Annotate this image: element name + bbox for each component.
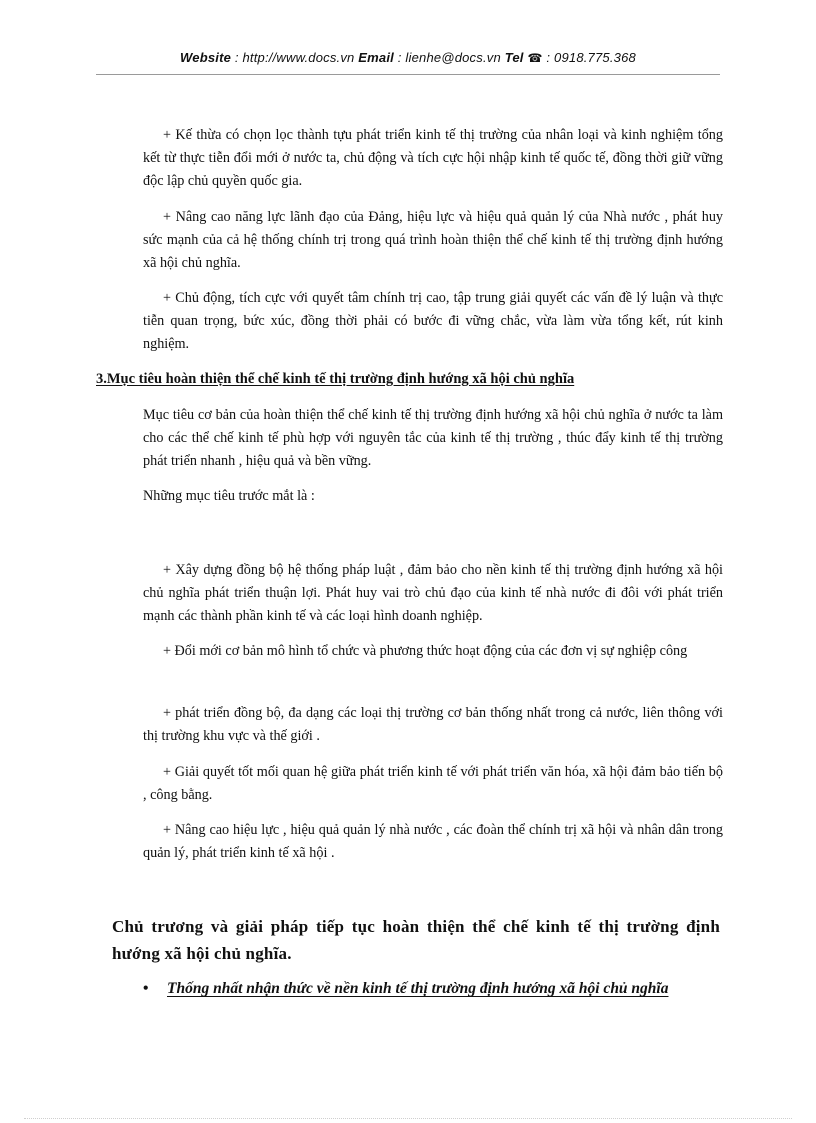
- paragraph-proactive-text: + Chủ động, tích cực với quyết tâm chính trị cao, tập trung giải quyết các vấn đề lý luận và thực tiễn quan trọng, bức xúc, đồng thời phải có bước đi vững chắc, vừa làm vừa tổng kết, rút kinh nghiệm.: [143, 290, 723, 352]
- tel-value: : 0918.775.368: [542, 50, 636, 65]
- paragraph-leadership-text: + Nâng cao năng lực lãnh đạo của Đảng, hiệu lực và hiệu quả quản lý của Nhà nước , phát huy sức mạnh của cả hệ thống chính trị trong quá trình hoàn thiện thể chế kinh tế thị trường định hướng xã hội chủ nghĩa.: [143, 209, 723, 271]
- goal-item-social: [143, 761, 723, 807]
- goal-item-text: + Đổi mới cơ bản mô hình tổ chức và phương thức hoạt động của các đơn vị sự nghiệp công: [163, 643, 688, 659]
- goal-item-legal: [143, 559, 723, 628]
- section-lead: [143, 485, 723, 508]
- policy-bullet-item: [143, 978, 723, 1000]
- bullet-icon: •: [143, 980, 149, 997]
- page-header: [0, 50, 816, 65]
- section-intro: [143, 404, 723, 473]
- website-value: : http://www.docs.vn: [231, 50, 359, 65]
- phone-icon: ☎: [527, 51, 543, 65]
- footer-divider: [24, 1118, 792, 1119]
- section-heading: 3.Mục tiêu hoàn thiện thể chế kinh tế thị trường định hướng xã hội chủ nghĩa: [96, 371, 575, 387]
- goal-item-text: + Giải quyết tốt mối quan hệ giữa phát triển kinh tế với phát triển văn hóa, xã hội đảm bảo tiến bộ , công bằng.: [143, 764, 723, 803]
- goal-item-management: [143, 819, 723, 865]
- goal-item-text: + Xây dựng đồng bộ hệ thống pháp luật , đảm bảo cho nền kinh tế thị trường định hướng xã hội chủ nghĩa phát triển thuận lợi. Phát huy vai trò chủ đạo của kinh tế nhà nước đi đôi với phát triển mạnh các thành phần kinh tế và các loại hình doanh nghiệp.: [143, 562, 723, 624]
- paragraph-leadership: [143, 206, 723, 275]
- paragraph-proactive: [143, 287, 723, 356]
- paragraph-inherit-text: + Kế thừa có chọn lọc thành tựu phát triển kinh tế thị trường của nhân loại và kinh nghiệm tổng kết từ thực tiễn đổi mới ở nước ta, chủ động và tích cực hội nhập kinh tế quốc tế, đồng thời giữ vững độc lập chủ quyền quốc gia.: [143, 127, 723, 189]
- policy-bullet-text: Thống nhất nhận thức về nền kinh tế thị trường định hướng xã hội chủ nghĩa: [167, 980, 669, 997]
- goal-item-text: + phát triển đồng bộ, đa dạng các loại thị trường cơ bản thống nhất trong cả nước, liên thông với thị trường khu vực và thế giới .: [143, 705, 723, 744]
- email-value: : lienhe@docs.vn: [393, 50, 505, 65]
- goal-item-text: + Nâng cao hiệu lực , hiệu quả quản lý nhà nước , các đoàn thể chính trị xã hội và nhân dân trong quản lý, phát triển kinh tế xã hội .: [143, 822, 723, 861]
- section-lead-text: Những mục tiêu trước mắt là :: [143, 488, 315, 504]
- policy-heading: Chủ trương và giải pháp tiếp tục hoàn thiện thể chế kinh tế thị trường định hướng xã hội chủ nghĩa.: [112, 917, 720, 963]
- website-label: Website: [180, 50, 232, 65]
- header-divider: [96, 74, 720, 75]
- goal-item-public-service: [143, 640, 723, 663]
- goal-item-markets: [143, 702, 723, 748]
- paragraph-inherit: [143, 124, 723, 193]
- email-label: Email: [358, 50, 394, 65]
- tel-label: Tel: [504, 50, 524, 65]
- section-intro-text: Mục tiêu cơ bản của hoàn thiện thể chế kinh tế thị trường định hướng xã hội chủ nghĩa ở nước ta làm cho các thể chế kinh tế phù hợp với nguyên tắc của kinh tế thị trường , thúc đẩy kinh tế thị trường phát triển nhanh , hiệu quả và bền vững.: [143, 407, 723, 469]
